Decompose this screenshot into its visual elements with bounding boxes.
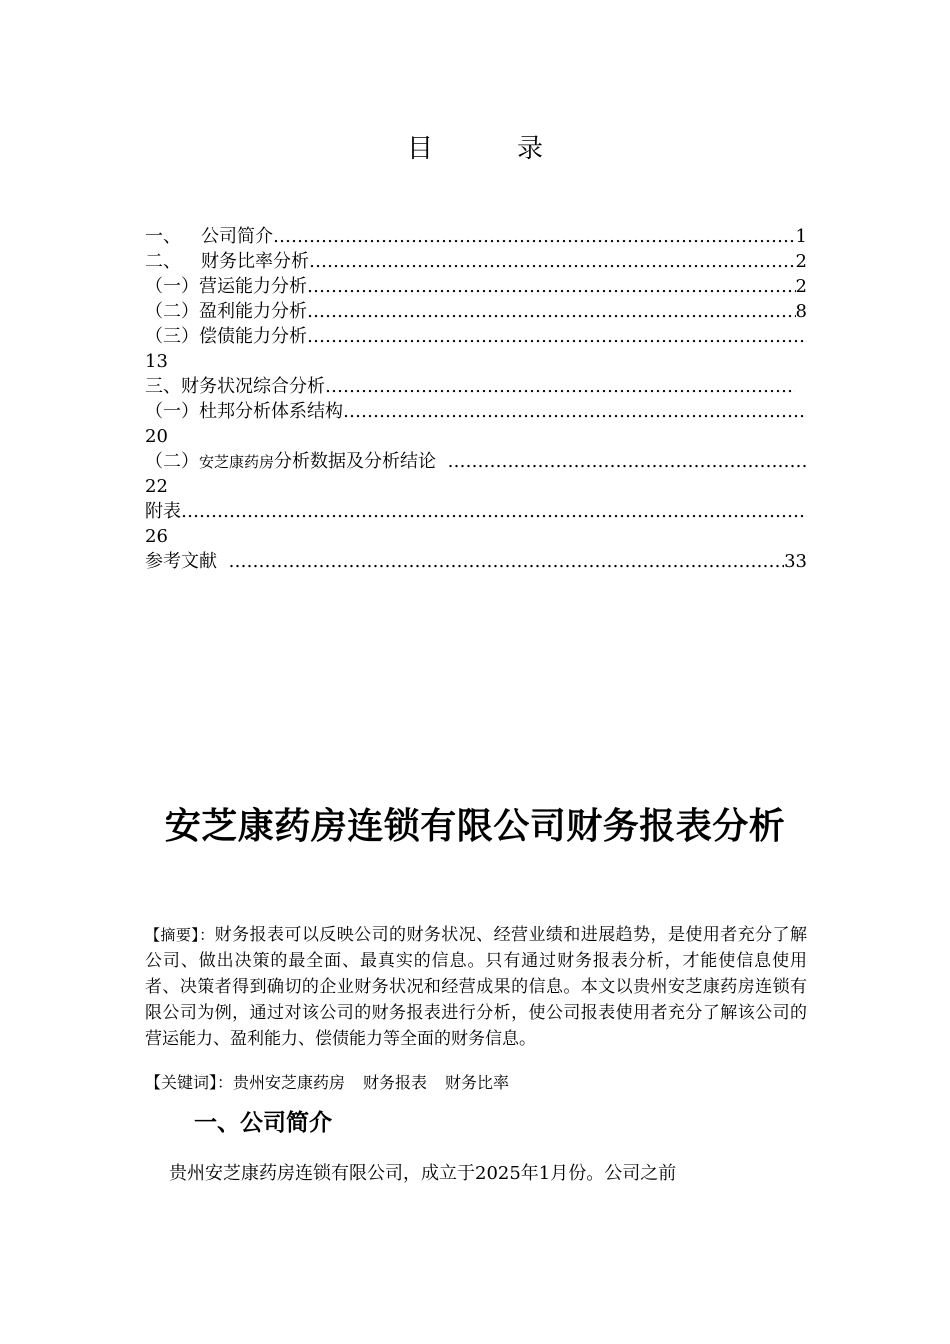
toc-leader-dots: [307, 274, 796, 299]
abstract-tag: 【摘要】：: [145, 926, 215, 944]
table-of-contents: [145, 224, 807, 574]
toc-title: [0, 128, 950, 165]
toc-entry-label: 财务比率分析: [201, 251, 309, 272]
toc-title-right: 录: [517, 134, 544, 164]
toc-entry-label: 参考文献: [145, 551, 217, 572]
keywords-tag: 【关键词】：: [145, 1073, 234, 1092]
toc-entry-page: 22: [145, 476, 168, 497]
abstract: [145, 922, 807, 1052]
keywords: [145, 1071, 807, 1095]
toc-entry[interactable]: [145, 449, 807, 474]
toc-leader-dots: [273, 224, 796, 249]
toc-entry-label: （一）杜邦分析体系结构: [145, 401, 343, 422]
toc-entry-page: 1: [795, 226, 807, 247]
toc-entry[interactable]: [145, 324, 807, 349]
toc-leader-dots: [228, 549, 784, 574]
toc-entry[interactable]: [145, 249, 807, 274]
abstract-text: 财务报表可以反映公司的财务状况、经营业绩和进展趋势，是使用者充分了解公司、做出决策的最全面、最真实的信息。只有通过财务报表分析，才能使信息使用者、决策者得到确切的企业财务状况和经营成果的信息。本文以贵州安芝康药房连锁有限公司为例，通过对该公司的财务报表进行分析，使公司报表使用者充分了解该公司的营运能力、盈利能力、偿债能力等全面的财务信息。: [145, 925, 807, 1049]
toc-leader-dots: [325, 374, 795, 399]
toc-entry-page: 20: [145, 426, 168, 447]
toc-entry-page: 2: [795, 276, 807, 297]
toc-entry-page: 13: [145, 351, 168, 372]
toc-entry-page: 8: [795, 301, 807, 322]
toc-entry-page: 33: [784, 551, 807, 572]
toc-leader-dots: [181, 499, 807, 524]
toc-entry-label: 三、财务状况综合分析: [145, 376, 325, 397]
toc-entry-company: 安芝康药房: [199, 453, 275, 471]
toc-entry-number: 二、: [145, 251, 181, 272]
toc-leader-dots: [447, 449, 807, 474]
toc-entry-prefix: （二）: [145, 451, 199, 472]
toc-entry-page: 2: [795, 251, 807, 272]
toc-entry-number: 一、: [145, 226, 181, 247]
toc-leader-dots: [307, 299, 796, 324]
section-paragraph: 贵州安芝康药房连锁有限公司，成立于2025年1月份。公司之前: [169, 1163, 677, 1184]
toc-entry-label: 分析数据及分析结论: [274, 451, 437, 472]
toc-entry-page: 26: [145, 526, 168, 547]
keyword: 财务报表: [363, 1073, 428, 1092]
toc-entry[interactable]: [145, 374, 795, 399]
toc-leader-dots: [309, 249, 796, 274]
toc-leader-dots: [307, 324, 807, 349]
toc-entry[interactable]: [145, 399, 807, 424]
toc-entry-label: （三）偿债能力分析: [145, 326, 307, 347]
toc-entry-label: 公司简介: [201, 226, 273, 247]
toc-entry-label: 附表: [145, 501, 181, 522]
keyword: 贵州安芝康药房: [233, 1073, 346, 1092]
toc-title-left: 目: [406, 134, 433, 164]
toc-entry[interactable]: [145, 224, 807, 249]
toc-entry[interactable]: [145, 274, 807, 299]
section-heading: 一、公司简介: [194, 1110, 332, 1136]
toc-entry[interactable]: [145, 299, 807, 324]
toc-entry[interactable]: [145, 549, 807, 574]
toc-entry-label: （二）盈利能力分析: [145, 301, 307, 322]
toc-leader-dots: [343, 399, 807, 424]
toc-entry[interactable]: [145, 499, 807, 524]
toc-entry-label: （一）营运能力分析: [145, 276, 307, 297]
document-title: 安芝康药房连锁有限公司财务报表分析: [164, 806, 786, 847]
keyword: 财务比率: [445, 1073, 510, 1092]
